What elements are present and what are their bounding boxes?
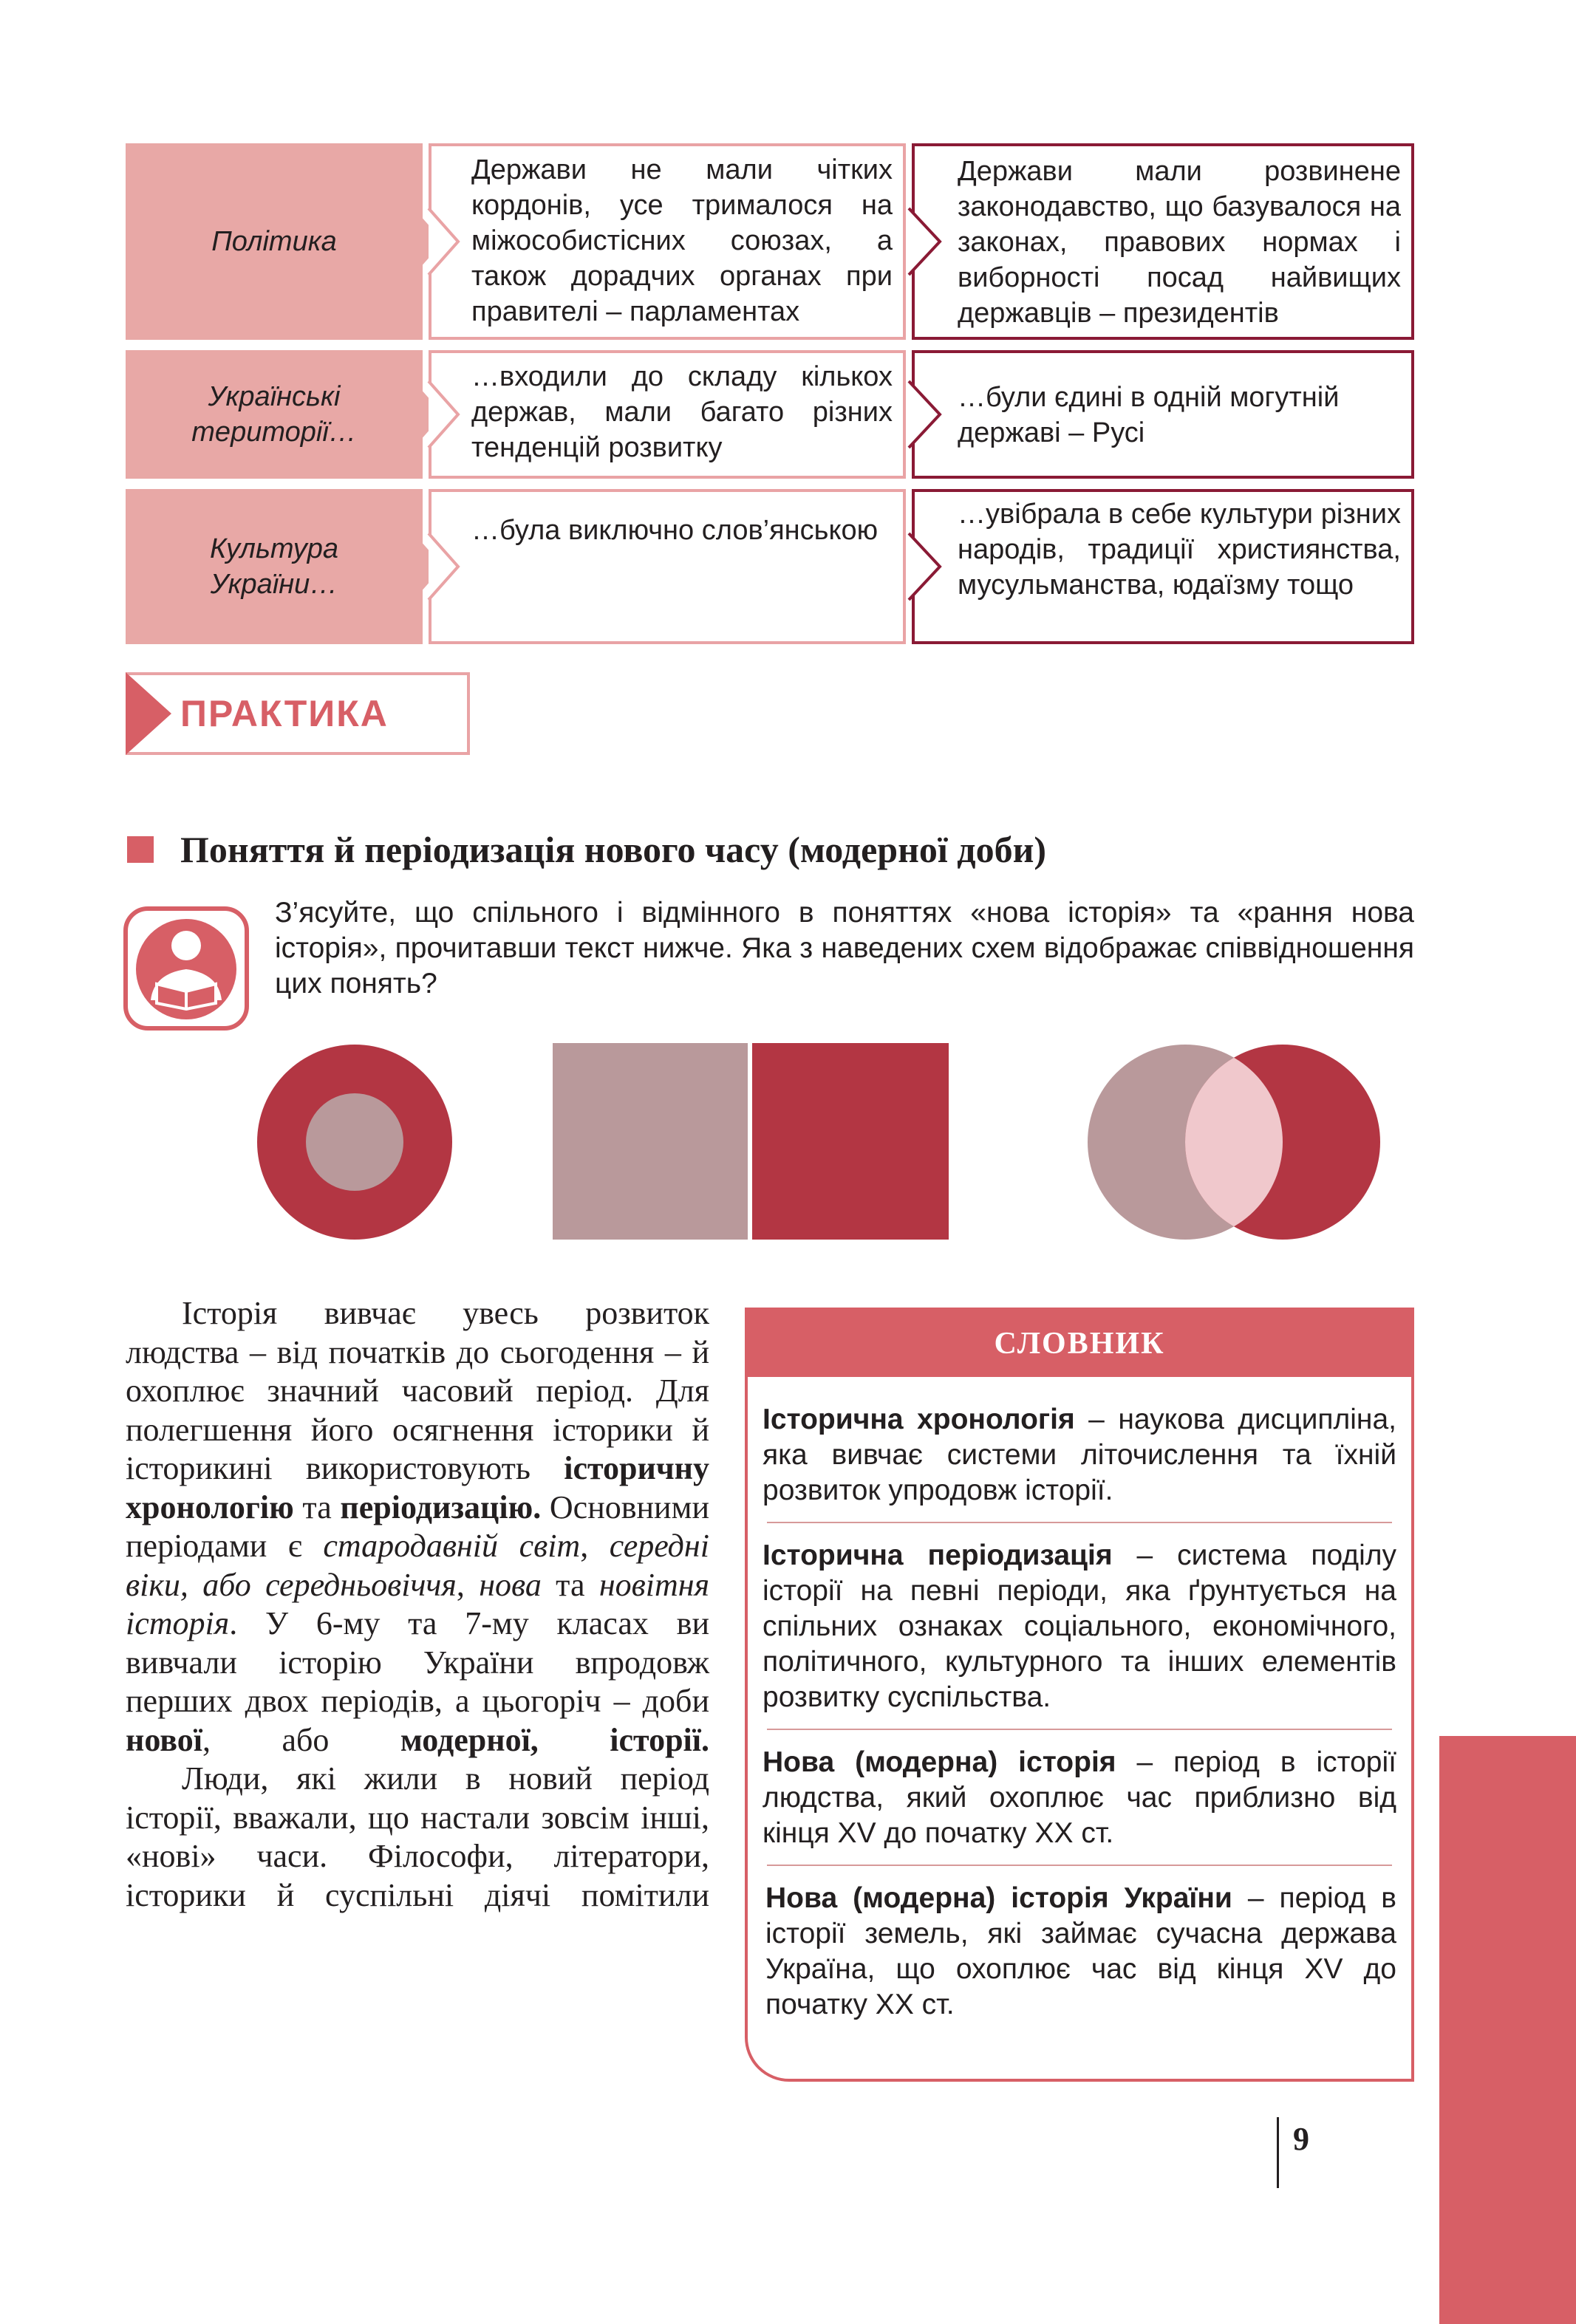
row-territories-cell-a: …входили до складу кількох держав, мали багато різних тенденцій розвитку <box>429 350 906 479</box>
glossary-box <box>745 1308 1414 2082</box>
scheme-square-left <box>553 1043 748 1240</box>
scheme-nested-circles <box>256 1043 454 1241</box>
section-marker <box>127 836 154 863</box>
scheme-adjacent-squares <box>553 1043 949 1240</box>
page-number: 9 <box>1293 2121 1309 2157</box>
scheme-overlapping-circles <box>1086 1043 1382 1241</box>
row-culture-cell-a: …була виключно слов’янською <box>429 489 906 644</box>
row-label-territories: Українські території… <box>126 350 423 479</box>
page-number-rule <box>1277 2117 1279 2188</box>
row-culture-cell-b: …увібрала в себе культури різних народів, традиції християнства, мусульманства, юдаїзму тощо <box>912 489 1414 644</box>
row-politics-cell-b: Держави мали розвинене законодавство, що базувалося на законах, правових нормах і виборності посад найвищих державців – президентів <box>912 143 1414 340</box>
section-title: Поняття й періодизація нового часу (модерної доби) <box>180 829 1047 870</box>
reading-person-icon <box>123 906 250 1031</box>
glossary-title: СЛОВНИК <box>748 1310 1411 1377</box>
practice-arrow-icon <box>126 672 177 755</box>
glossary-divider <box>767 1865 1392 1866</box>
glossary-entry: Історична періодизація – система поділу історії на певні періоди, яка ґрунтується на спільних ознаках соціального, економічного, політичного, культурного та інших елементів розвитку суспільства. <box>763 1539 1396 1713</box>
body-text <box>126 1294 709 1915</box>
chevron-right-icon <box>414 489 465 644</box>
glossary-divider <box>767 1729 1392 1730</box>
chevron-right-icon <box>414 350 465 479</box>
glossary-entry: Нова (модерна) історія – період в історії людства, який охоплює час приблизно від кінця XV до початку XX ст. <box>763 1746 1396 1849</box>
practice-label: ПРАКТИКА <box>180 693 389 734</box>
chevron-right-icon <box>897 489 949 644</box>
side-tab <box>1439 1736 1576 2324</box>
row-label-culture: Культура України… <box>126 489 423 644</box>
row-politics-cell-a: Держави не мали чітких кордонів, усе трималося на міжособистісних союзах, а також дорадчих органах при правителі – парламентах <box>429 143 906 340</box>
glossary-divider <box>767 1522 1392 1523</box>
chevron-right-icon <box>414 143 465 340</box>
scheme-square-right <box>752 1043 949 1240</box>
body-paragraph-2: Люди, які жили в новий період історії, вважали, що настали зовсім інші, «нові» часи. Філософи, літератори, історики й суспільні діячі помітили <box>126 1760 709 1913</box>
chevron-right-icon <box>897 350 949 479</box>
row-label-politics: Політика <box>126 143 423 340</box>
chevron-right-icon <box>897 143 949 340</box>
body-paragraph-1: Історія вивчає увесь розвиток людства – від початків до сьогодення – й охоплює значний часовий період. Для полегшення його осягнення історики й історикині використовують історичну хронологію та періодизацію. Основними періодами є стародавній світ, середні віки, або середньовіччя, нова та новітня історія. У 6-му та 7-му класах ви вивчали історію України впродовж перших двох періодів, а цьогоріч – доби нової, або модерної, історії. <box>126 1295 710 1758</box>
row-territories-cell-b: …були єдині в одній могутній державі – Русі <box>912 350 1414 479</box>
glossary-entry: Історична хронологія – наукова дисципліна, яка вивчає системи літочислення та їхній розвиток упродовж історії. <box>763 1404 1396 1506</box>
task-text: З’ясуйте, що спільного і відмінного в поняттях «нова історія» та «рання нова історія», прочитавши текст нижче. Яка з наведених схем відображає співвідношення цих понять? <box>275 897 1414 999</box>
glossary-entry: Нова (модерна) історія України – період в історії земель, які займає сучасна держава Україна, що охоплює час від кінця XV до початку XX ст. <box>765 1882 1397 2020</box>
